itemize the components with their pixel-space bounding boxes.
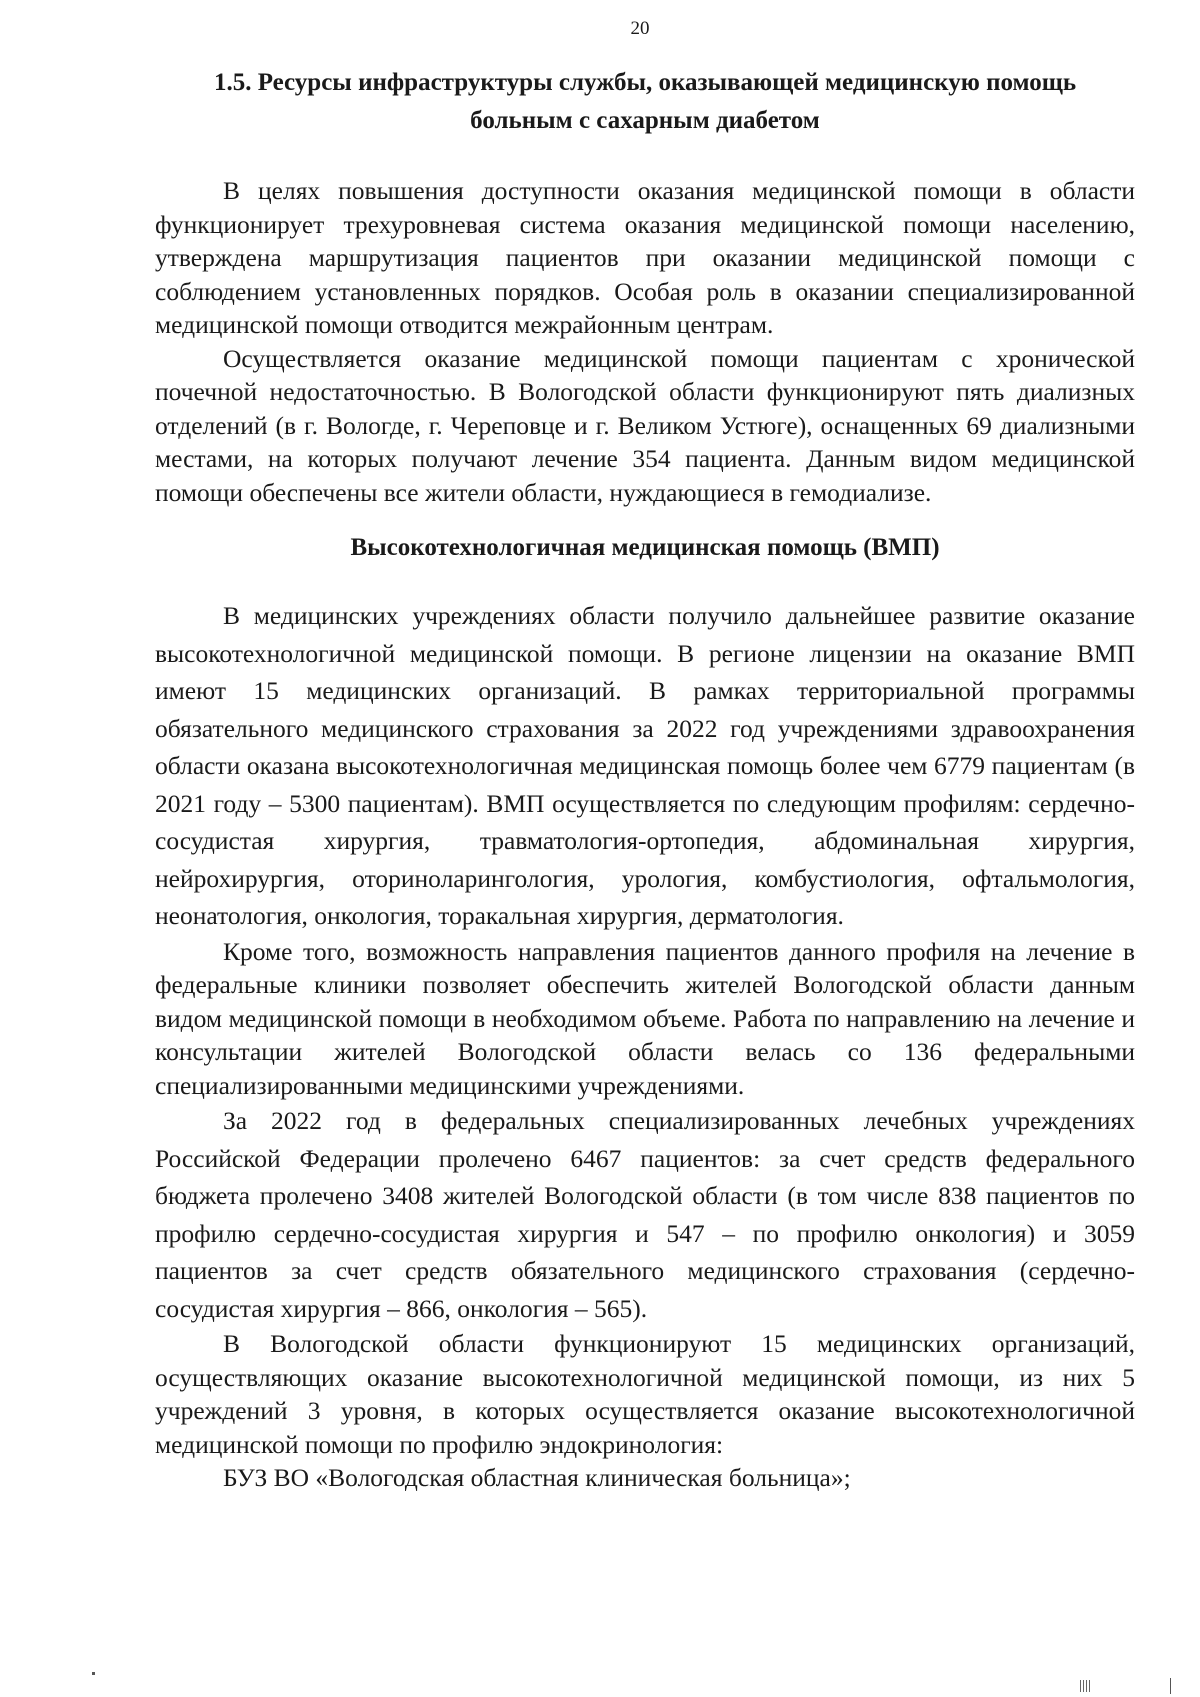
scan-artifact-ticks — [1080, 1680, 1090, 1692]
paragraph-2022-statistics: За 2022 год в федеральных специализированных лечебных учреждениях Российской Федерации пролечено 6467 пациентов: за счет средств федерального бюджета пролечено 3408 жителей Вологодской области (в том числе 838 пациентов по профилю сердечно-сосудистая хирургия и 547 – по профилю онкология) и 3059 пациентов за счет средств обязательного медицинского страхования (сердечно-сосудистая хирургия – 866, онкология – 565). — [155, 1106, 1135, 1323]
subsection-title-vmp: Высокотехнологичная медицинская помощь (ВМП) — [350, 534, 940, 561]
paragraph-vmp-development: В медицинских учреждениях области получило дальнейшее развитие оказание высокотехнологичной медицинской помощи. В регионе лицензии на оказание ВМП имеют 15 медицинских организаций. В рамках территориальной программы обязательного медицинского страхования за 2022 год учреждениями здравоохранения области оказана высокотехнологичная медицинская помощь более чем 6779 пациентам (в 2021 году – 5300 пациентам). ВМП осуществляется по следующим профилям: сердечно-сосудистая хирургия, травматология-ортопедия, абдоминальная хирургия, нейрохирургия, оториноларингология, урология, комбустиология, офтальмология, неонатология, онкология, торакальная хирургия, дерматология. — [155, 601, 1135, 930]
section-title — [155, 64, 1135, 140]
list-item-hospital: БУЗ ВО «Вологодская областная клиническая больница»; — [223, 1463, 851, 1492]
scan-artifact-dot — [92, 1672, 95, 1675]
section-title-line-2: больным с сахарным диабетом — [470, 107, 820, 134]
paragraph-federal-clinics: Кроме того, возможность направления пациентов данного профиля на лечение в федеральные клиники позволяет обеспечить жителей Вологодской области данным видом медицинской помощи в необходимом объеме. Работа по направлению на лечение и консультации жителей Вологодской области велась со 136 федеральными специализированными медицинскими учреждениями. — [155, 936, 1135, 1100]
page-content — [155, 64, 1135, 1495]
scan-artifact-line — [1170, 1678, 1171, 1694]
section-title-line-1: 1.5. Ресурсы инфраструктуры службы, оказывающей медицинскую помощь — [213, 69, 1077, 96]
page-number: 20 — [630, 18, 650, 39]
paragraph-dialysis: Осуществляется оказание медицинской помощи пациентам с хронической почечной недостаточностью. В Вологодской области функционируют пять диализных отделений (в г. Вологде, г. Череповце и г. Великом Устюге), оснащенных 69 диализными местами, на которых получают лечение 354 пациента. Данным видом медицинской помощи обеспечены все жители области, нуждающиеся в гемодиализе. — [155, 343, 1135, 507]
paragraph-endocrinology-organizations: В Вологодской области функционируют 15 медицинских организаций, осуществляющих оказание высокотехнологичной медицинской помощи, из них 5 учреждений 3 уровня, в которых осуществляется оказание высокотехнологичной медицинской помощи по профилю эндокринология: — [155, 1329, 1135, 1459]
paragraph-regional-system: В целях повышения доступности оказания медицинской помощи в области функционирует трехуровневая система оказания медицинской помощи населению, утверждена маршрутизация пациентов при оказании медицинской помощи с соблюдением установленных порядков. Особая роль в оказании специализированной медицинской помощи отводится межрайонным центрам. — [155, 176, 1135, 339]
